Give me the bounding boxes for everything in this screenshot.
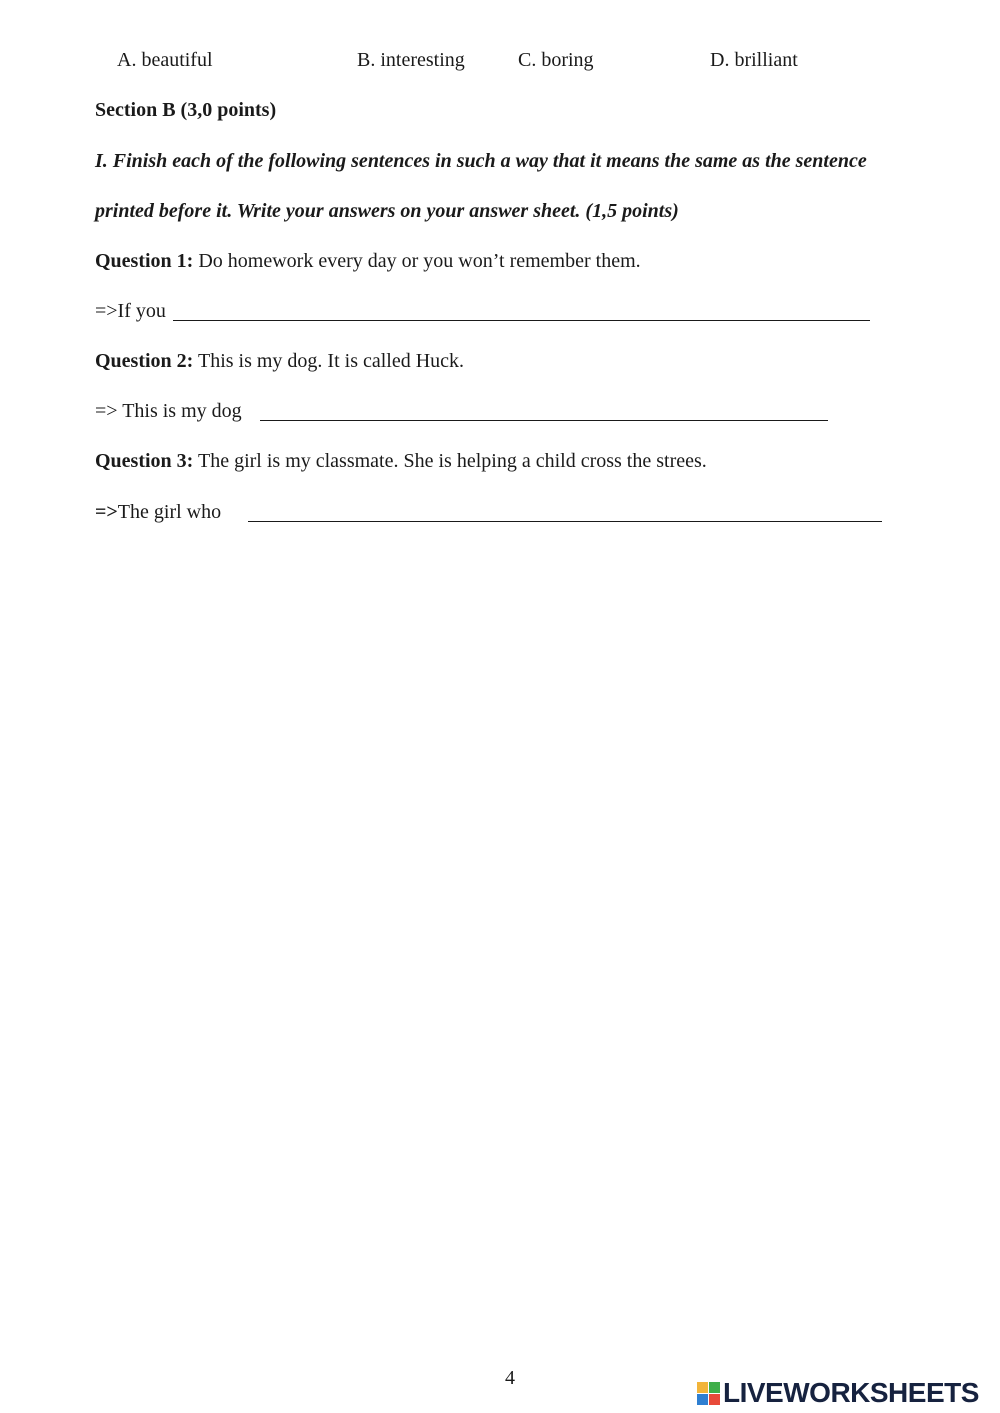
instruction-line-1: I. Finish each of the following sentences in such a way that it means the same as the sentence — [95, 150, 867, 172]
question-1 — [95, 249, 641, 273]
option-d: D. brilliant — [710, 49, 798, 71]
instruction-line-2: printed before it. Write your answers on your answer sheet. (1,5 points) — [95, 200, 679, 222]
section-title: Section B (3,0 points) — [95, 99, 277, 121]
liveworksheets-logo — [697, 1377, 979, 1409]
question-label: Question 2: — [95, 350, 194, 372]
logo-blocks-icon — [697, 1382, 720, 1405]
question-label: Question 1: — [95, 250, 194, 272]
question-text: Do homework every day or you won’t remember them. — [193, 250, 641, 272]
logo-block-4 — [709, 1394, 720, 1405]
question-text: The girl is my classmate. She is helping a child cross the strees. — [193, 450, 707, 472]
logo-block-3 — [697, 1394, 708, 1405]
page-number: 4 — [505, 1367, 515, 1389]
logo-text: LIVEWORKSHEETS — [723, 1377, 979, 1408]
question-3 — [95, 449, 707, 473]
answer-2-prefix: => This is my dog — [95, 400, 242, 422]
answer-prefix-text: The girl who — [117, 501, 222, 523]
answer-3-prefix — [95, 500, 221, 524]
answer-1-prefix: =>If you — [95, 300, 166, 322]
option-a: A. beautiful — [117, 49, 213, 71]
answer-1-blank[interactable] — [173, 320, 870, 321]
option-c: C. boring — [518, 49, 594, 71]
answer-2-blank[interactable] — [260, 420, 828, 421]
arrow-mark: => — [95, 501, 118, 523]
answer-3-blank[interactable] — [248, 521, 882, 522]
question-2 — [95, 349, 464, 373]
option-b: B. interesting — [357, 49, 465, 71]
logo-block-2 — [709, 1382, 720, 1393]
question-label: Question 3: — [95, 450, 194, 472]
question-text: This is my dog. It is called Huck. — [193, 350, 465, 372]
logo-block-1 — [697, 1382, 708, 1393]
